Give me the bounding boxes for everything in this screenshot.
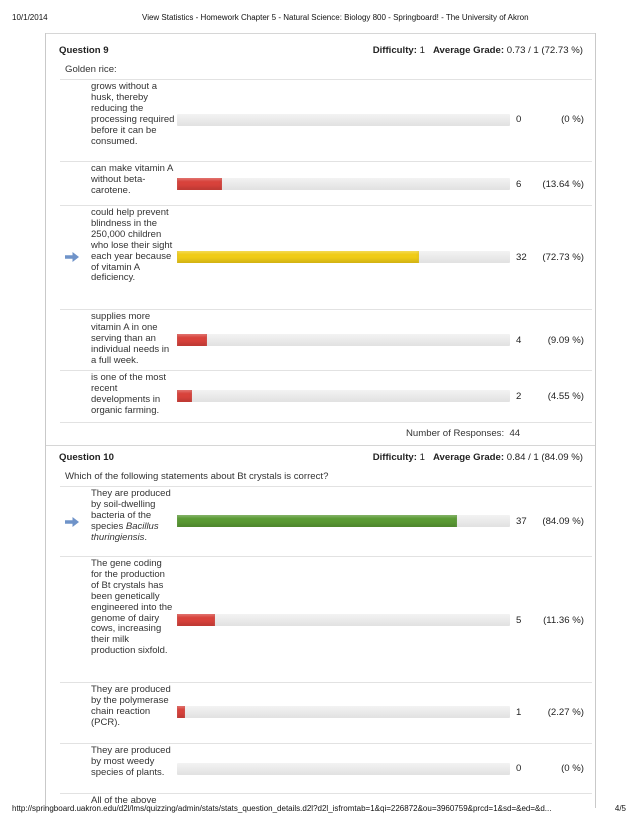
difficulty-label: Difficulty: (372, 45, 417, 56)
question-meta (373, 45, 583, 56)
answer-row (60, 683, 592, 744)
answer-count: 37 (516, 516, 527, 527)
answer-row (60, 162, 592, 206)
answer-bar-fill (177, 515, 457, 527)
answer-count: 1 (516, 707, 522, 718)
answer-bar (177, 390, 510, 402)
answer-bar (177, 614, 510, 626)
difficulty-value: 1 (419, 45, 425, 56)
answer-row (60, 744, 592, 794)
answer-bar-fill (177, 390, 192, 402)
answer-text: All of the above (91, 795, 157, 806)
answer-text: supplies more vitamin A in one serving than an individual needs in a full week. (91, 311, 170, 366)
average-grade-label: Average Grade: (432, 45, 505, 56)
print-footer (0, 804, 638, 818)
answer-text: They are produced by most weedy species of plants. (91, 745, 171, 778)
answer-percent: (0 %) (561, 114, 584, 125)
answer-count: 6 (516, 179, 522, 190)
answer-list (60, 486, 592, 808)
divider (46, 33, 595, 34)
divider (46, 445, 595, 446)
answer-text-tail: . (144, 531, 147, 543)
answer-text-main: They are produced by soil-dwelling bacteria of the species (91, 488, 171, 532)
answer-bar (177, 251, 510, 263)
question-prompt: Which of the following statements about Bt crystals is correct? (65, 471, 329, 482)
answer-text: could help prevent blindness in the 250,000 children who lose their sight each year because of vitamin A deficiency. (91, 207, 173, 284)
answer-count: 32 (516, 252, 527, 263)
difficulty-label: Difficulty: (372, 452, 417, 463)
correct-answer-arrow-icon (65, 252, 79, 262)
answer-bar (177, 114, 510, 126)
question-header (59, 45, 583, 59)
print-header (0, 13, 638, 27)
answer-text (91, 489, 175, 544)
answer-text: The gene coding for the production of Bt crystals has been genetically engineered into the genome of dairy cows, increasing their milk production sixfold. (91, 558, 173, 657)
answer-row (60, 80, 592, 162)
correct-answer-arrow-icon (65, 517, 79, 527)
answer-text: They are produced by the polymerase chain reaction (PCR). (91, 684, 171, 728)
answer-bar (177, 763, 510, 775)
answer-count: 5 (516, 615, 522, 626)
average-grade-value: 0.84 / 1 (84.09 %) (506, 452, 583, 463)
answer-text: grows without a husk, thereby reducing the processing required before it can be consumed. (91, 81, 175, 147)
answer-bar-fill (177, 614, 215, 626)
answer-text: is one of the most recent developments in organic farming. (91, 372, 166, 416)
answer-bar-fill (177, 706, 185, 718)
answer-count: 0 (516, 763, 522, 774)
responses-label: Number of Responses: (406, 428, 505, 439)
print-title: View Statistics - Homework Chapter 5 - Natural Science: Biology 800 - Springboard! - The University of Akron (142, 13, 529, 22)
answer-bar-fill (177, 334, 207, 346)
answer-row (60, 206, 592, 310)
question-header (59, 452, 583, 466)
answer-row (60, 557, 592, 683)
answer-percent: (11.36 %) (543, 615, 584, 626)
question-title: Question 10 (59, 452, 114, 463)
stats-panel (45, 33, 596, 808)
answer-bar (177, 706, 510, 718)
answer-bar-fill (177, 178, 222, 190)
answer-bar (177, 515, 510, 527)
answer-row (60, 371, 592, 423)
answer-list (60, 79, 592, 423)
answer-percent: (72.73 %) (542, 252, 584, 263)
answer-count: 2 (516, 391, 522, 402)
responses-value: 44 (509, 428, 521, 439)
question-title: Question 9 (59, 45, 109, 56)
answer-bar-fill (177, 251, 419, 263)
print-url: http://springboard.uakron.edu/d2l/lms/quizzing/admin/stats/stats_question_details.d2l?d2l_isfromtab=1&qi=226872&ou=3960759&prcd=1&sd=&ed=&d... (12, 804, 552, 813)
answer-count: 0 (516, 114, 522, 125)
answer-row (60, 487, 592, 557)
answer-percent: (9.09 %) (547, 335, 584, 346)
answer-percent: (2.27 %) (547, 707, 584, 718)
average-grade-label: Average Grade: (432, 452, 505, 463)
question-prompt: Golden rice: (65, 64, 117, 75)
answer-row (60, 310, 592, 371)
average-grade-value: 0.73 / 1 (72.73 %) (506, 45, 583, 56)
answer-percent: (0 %) (561, 763, 584, 774)
page-number: 4/5 (614, 804, 626, 813)
answer-count: 4 (516, 335, 522, 346)
print-date: 10/1/2014 (12, 13, 48, 22)
answer-text: can make vitamin A without beta-carotene. (91, 163, 173, 196)
question-meta (373, 452, 583, 463)
species-name: Bacillus thuringiensis (91, 520, 159, 543)
answer-percent: (4.55 %) (547, 391, 584, 402)
answer-bar (177, 334, 510, 346)
difficulty-value: 1 (419, 452, 425, 463)
response-count (406, 428, 520, 439)
answer-percent: (13.64 %) (542, 179, 584, 190)
answer-bar (177, 178, 510, 190)
answer-percent: (84.09 %) (542, 516, 584, 527)
